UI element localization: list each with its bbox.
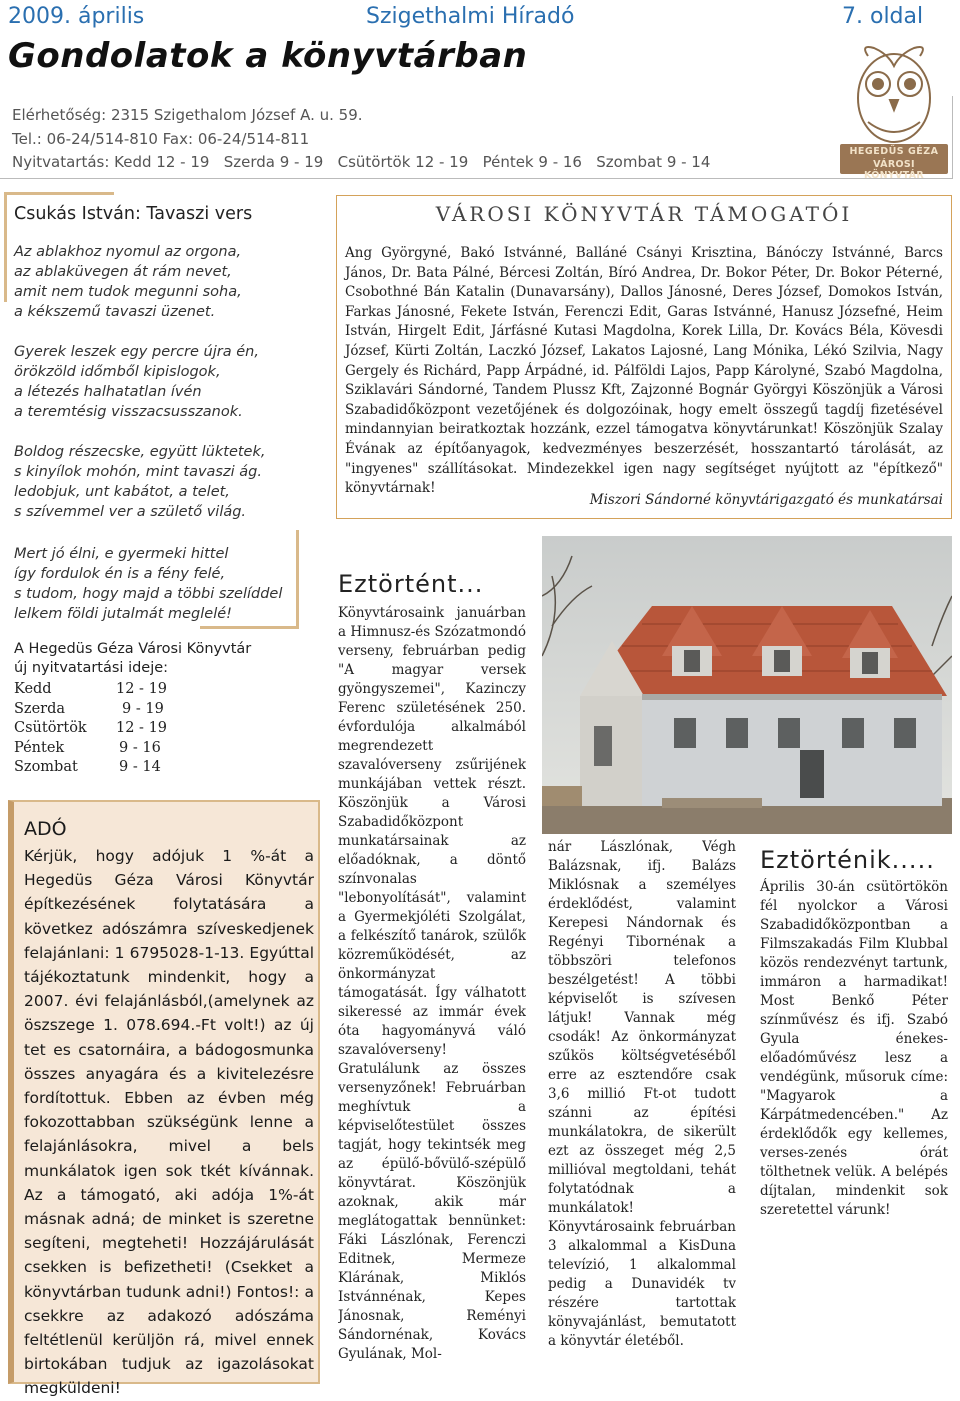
poem-line: Boldog részecske, együtt lüktetek, [14,444,266,460]
hours-time: 9 - 14 [119,759,161,775]
poem-accent-bar [4,192,7,302]
hours-day: Kedd [14,681,52,697]
issue-date: 2009. április [8,4,145,29]
poem-body [14,242,314,634]
library-building-photo [542,536,952,834]
happened-body-col2: nár Lászlónak, Végh Balázsnak, ifj. Balázs Miklósnak a személyes érdeklődést, valamint Kerepesi Nándornak és Regényi Tibornénak a többszöri telefonos beszélgetést! A többi képviselőt is szívesen látjuk! Vannak még csodák! Az önkormányzat szűkös költségvetéséből erre az esztendőre csak 3,6 millió Ft-ot tudott szánni az építési munkálatokra, de sikerült ezt az összeget még 2,5 millióval megtoldani, tehát folytatódnak a munkálatok! Könyvtárosaink februárban 3 alkalommal a KisDuna televízió, 1 alkalommal pedig a Dunavidék tv részére tartottak könyvajánlást, bemutatott a könyvtár életéből. [548,839,736,1349]
poem-line: a kékszemű tavaszi üzenet. [14,304,216,320]
poem-line: Mert jó élni, e gyermeki hittel [14,546,229,562]
willhappen-body: Április 30-án csütörtökön fél nyolckor a Városi Szabadidőközpontban a Filmszakadás Film Klubbal közös rendezvényt tartunk, immáron a harmadikat! Most Benkő Péter színművész és ifj. Szabó Gyula énekes-előadóművész lesz a vendégünk, műsoruk címe: "Magyarok a Kárpátmedencében." Az érdeklődők egy kellemes, verses-zenés órát tölthetnek velük. A belépés díjtalan, mindenkit sok szeretettel várunk! [760,879,948,1218]
logo-line1: HEGEDŰS GÉZA [849,146,939,157]
poem-accent-bottom [200,626,299,629]
hours-day: Péntek [14,739,65,756]
poem-line: Az ablakhoz nyomul az orgona, [14,244,242,260]
hours-day: Szerda [14,700,66,717]
poem-line: s tudom, hogy majd a többi szelíddel [14,586,283,602]
poem-line: ledobjuk, unt kabátot, a telet, [14,484,230,500]
contact-phone: Tel.: 06-24/514-810 Fax: 06-24/514-811 [12,130,310,148]
poem-stanza-2 [14,342,314,422]
contact-hours: Nyitvatartás: Kedd 12 - 19 Szerda 9 - 19 Csütörtök 12 - 19 Péntek 9 - 16 Szombat 9 - 14 [12,153,711,171]
logo-line2: VÁROSI KÖNYVTÁR [863,159,924,181]
poem-line: Gyerek leszek egy percre újra én, [14,344,259,360]
hours-time: 9 - 19 [122,700,164,717]
poem-line: amit nem tudok megunni soha, [14,284,242,300]
tax-body: Kérjük, hogy adójuk 1 %-át a Hegedüs Géza Városi Könyvtár építkezésének folytatására a következ adószámra szíveskedjenek felajánlani: 1 6795028-1-13. Egyúttal tájékoztatunk mindenkit, hogy a 2007. évi felajánlásból,(amelynek az öszszege 1. 078.694.-Ft volt!) az új tet es csatornáira, a bádogosmunka összes anyagára és a kivitelezésre fordítottuk. Ebben az évben még fokozottabban szükségünk lenne a felajánlásokra, mivel a bels munkálatok igen sok tkét kívánnak. Az a támogató, aki adója 1%-át másnak adná; de minket is szeretne segíteni, megteheti! Hozzájárulását csekken is befizetheti! (Csekket a könyvtárban tudunk adni!) Fontos!: a csekkre az adakozó adószáma feltétlenül kerüljön rá, mivel ennek birtokában tudjuk az igazolásokat megküldeni! [24,847,314,1398]
poem-line: örökzöld időmből kipislogok, [14,364,221,380]
hours-heading: A Hegedüs Géza Városi Könyvtár [14,641,252,657]
hours-row [14,758,167,778]
hours-time: 12 - 19 [116,720,168,736]
tax-title: ADÓ [24,818,67,840]
poem-line: a létezés halhatatlan ívén [14,384,202,400]
hours-row [14,719,167,739]
happened-body-col1: Könyvtárosaink januárban a Himnusz-és Szózatmondó verseny, februárban pedig "A magyar versek gyöngyszemei", Kazinczy Ferenc születésének 250. évfordulója alkalmából megrendezett szavalóverseny zsűrijének munkájában vettek részt. Köszönjük a Városi Szabadidőközpont munkatársainak az előadóknak, a döntő színvonalas "lebonyolítását", valamint a Gyermekjóléti Szolgálat, a felkészítő tanárok, szülők közreműködését, az önkormányzat támogatását. Így válhatott sikeressé az immár évek óta hagyományvá váló szavalóverseny! Gratulálunk az összes versenyzőnek! Februárban meghívtuk a képviselőtestület összes tagját, hogy tekintsék meg az épülő-bővülő-szépülő könyvtárat. Köszönjük azoknak, akik már meglátogattak bennünket: Fáki Lászlónak, Ferenczi Editnek, Mermeze Klárának, Miklós Istvánnénak, Kepes Jánosnak, Reményi Sándornénak, Kovács Gyulának, Mol- [338,605,526,1362]
poem-stanza-1 [14,242,314,322]
poem-accent-bar-right [296,530,299,626]
hours-section [14,640,251,678]
tax-box [8,800,320,1398]
hours-day: Szombat [14,759,78,775]
poem-line: lelkem földi jutalmát meglelé! [14,606,232,622]
supporters-title: VÁROSI KÖNYVTÁR TÁMOGATÓI [435,202,853,226]
poem-line: s kinyílok mohón, mint tavaszi ág. [14,464,262,480]
page-number: 7. oldal [842,4,924,29]
hours-subheading: új nyitvatartási ideje: [14,660,169,676]
poem-stanza-3 [14,442,314,522]
poem-stanza-4 [14,544,314,624]
contact-address: Elérhetőség: 2315 Szigethalom József A. u. 59. [12,106,363,124]
willhappen-title: Eztörténik..... [760,846,935,874]
hours-row [14,700,167,720]
hours-time: 9 - 16 [119,739,161,756]
poem-accent-top [4,192,114,195]
page-title: Gondolatok a könyvtárban [8,36,528,76]
poem-line: az ablaküvegen át rám nevet, [14,264,232,280]
supporters-body: Ang Györgyné, Bakó Istvánné, Balláné Csányi Krisztina, Bánóczy Istvánné, Barcs János, Dr. Bata Pálné, Bércesi Zoltán, Bíró Andrea, Dr. Bokor Péter, Dr. Bokor Péterné, Csobothné Bán Katalin (Dunavarsány), Dallos Jánosné, Deres József, Domokos István, Farkas Jánosné, Fekete István, Ferenczi Edit, Garas Istvánné, Hanusz Józsefné, Heim István, Hirgelt Edit, Járfásné Kutasi Magdolna, Korek Lilla, Dr. Kovács Béla, Kövesdi József, Kürti Zoltán, Laczkó József, Lakatos Lajosné, Lang Mónika, Lékó Szilvia, Nagy Gergely és Richárd, Papp Árpádné, id. Pálföldi Lajos, Papp Károlyné, Szabó Magdolna, Sziklavári Sándorné, Tandem Plussz Kft, Zajzonné Bognár Györgyi Köszönjük a Városi Szabadidőközpont vezetőjének és dolgozóinak, hogy emelt összegű tagdíj fizetésével mindannyian beiratkoztak hozzánk, ezzel támogatva könyvtárunkat! Köszönjük Szalay Évának az építőanyagok, kedvezményes beszerzését, hosszantartó tárolását, az "ingyenes" szállításokat. Mindezekkel igen nagy segítséget nyújtott az "építkező" könyvtárnak! [345,245,943,497]
hours-table [14,680,167,778]
hours-row [14,680,167,700]
poem-line: így fordulok én is a fény felé, [14,566,226,582]
poem-line: s szívemmel ver a születő világ. [14,504,247,520]
newspaper-name: Szigethalmi Híradó [366,4,575,29]
poem-line: a teremtésig visszacsusszanok. [14,404,243,420]
hours-time: 12 - 19 [116,681,168,697]
supporters-signature: Miszori Sándorné könyvtárigazgató és munkatársai [589,492,943,508]
poem-title: Csukás István: Tavaszi vers [14,204,253,224]
library-logo [838,36,950,181]
supporters-box [336,195,952,519]
hours-row [14,739,167,759]
hours-day: Csütörtök [14,720,87,736]
happened-title: Eztörtént... [338,570,484,598]
